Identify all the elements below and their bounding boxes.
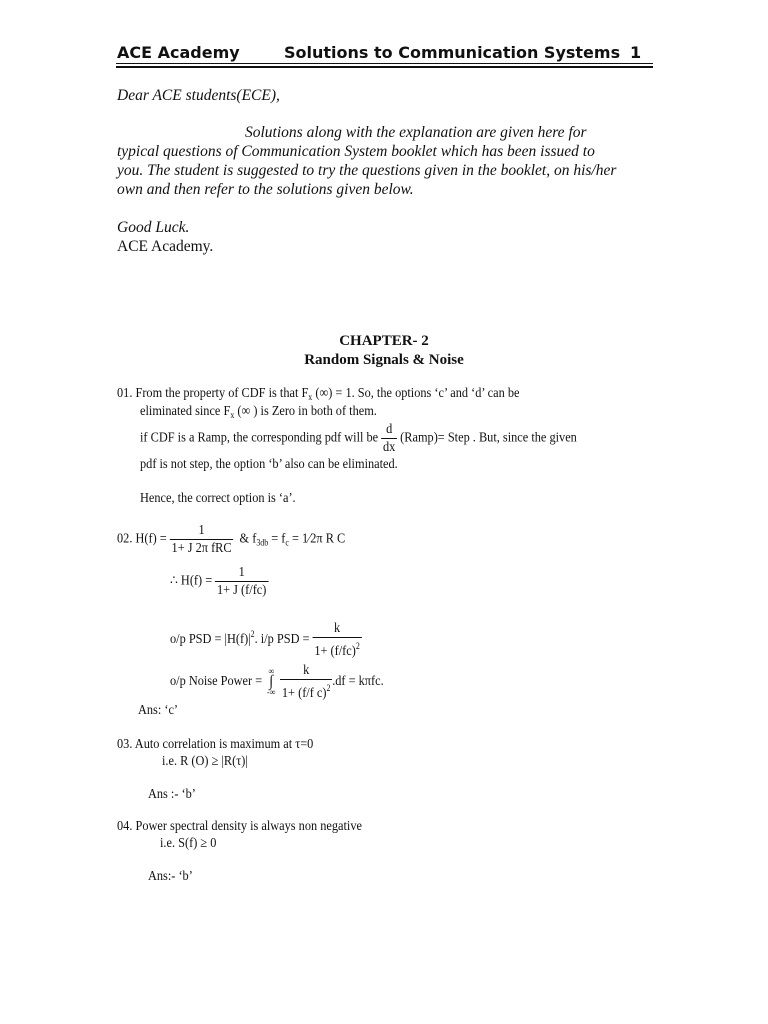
q01-line-2: eliminated since $F_x$ (∞ ) is Zero in both of them.	[140, 404, 377, 420]
q01-line-4: pdf is not step, the option ‘b’ also can be eliminated.	[140, 457, 398, 472]
q01-line-5: Hence, the correct option is ‘a’.	[140, 491, 296, 506]
q02-hf-normalized: ∴ H(f) = $\frac{1}{1+ J (f/fc)}$	[170, 565, 267, 598]
q02-noise-power: o/p Noise Power = ∞ ∫ -∞ $\frac{k}{1+ (f/f c)^2}$ .df = kπfc.	[170, 663, 384, 701]
q02-answer: Ans: ‘c’	[138, 703, 179, 718]
intro-line-3: you. The student is suggested to try the questions given in the booklet, on his/her	[117, 162, 617, 179]
q03-answer: Ans :- ‘b’	[148, 787, 196, 802]
chapter-number: CHAPTER- 2	[339, 333, 429, 349]
header-rule-thin	[116, 63, 653, 64]
q02-transfer-function: 02. H(f) = $\frac{1}{\text{1+ J 2π fRC}}$ & $f_{3db} = f_c$ = 1⁄2π R C	[117, 523, 346, 556]
header-academy: ACE Academy	[117, 43, 240, 62]
page-number: 1	[630, 43, 642, 62]
intro-line-2: typical questions of Communication System booklet which has been issued to	[117, 143, 595, 160]
hf-fraction: $\frac{1}{\text{1+ J 2π fRC}}$	[171, 523, 232, 556]
q04-line-2: i.e. S(f) ≥ 0	[160, 836, 217, 851]
q01-line-1: 01. From the property of CDF is that $F_x$ (∞) = 1. So, the options ‘c’ and ‘d’ can be	[117, 386, 520, 402]
header-rule-thick	[116, 66, 653, 68]
q04-answer: Ans:- ‘b’	[148, 869, 193, 884]
salutation: Dear ACE students(ECE),	[117, 87, 280, 104]
q04-line-1: 04. Power spectral density is always non negative	[117, 819, 362, 834]
intro-line-1: Solutions along with the explanation are given here for	[245, 124, 587, 141]
psd-fraction: $\frac{k}{1+ (f/fc)^2}$	[314, 621, 360, 659]
q02-psd-relation: o/p PSD = $|H(f)|^2$. i/p PSD = $\frac{k}{1+ (f/fc)^2}$	[170, 621, 360, 659]
q03-line-2: i.e. R (O) ≥ |R(τ)|	[162, 754, 248, 769]
intro-line-4: own and then refer to the solutions given below.	[117, 181, 414, 198]
closing: Good Luck.	[117, 219, 190, 236]
header-title: Solutions to Communication Systems	[284, 43, 621, 62]
q01-line-3: if CDF is a Ramp, the corresponding pdf will be $\frac{d}{dx}$ (Ramp)= Step . But, since the given	[140, 422, 577, 455]
integral-sign: ∞ ∫ -∞	[267, 666, 276, 697]
derivative-fraction: $\frac{d}{dx}$	[383, 422, 396, 455]
noise-fraction: $\frac{k}{1+ (f/f c)^2}$	[281, 663, 331, 701]
signature: ACE Academy.	[117, 238, 214, 255]
chapter-title: Random Signals & Noise	[304, 352, 464, 368]
q03-line-1: 03. Auto correlation is maximum at τ=0	[117, 737, 314, 752]
hf2-fraction: $\frac{1}{1+ J (f/fc)}$	[216, 565, 267, 598]
